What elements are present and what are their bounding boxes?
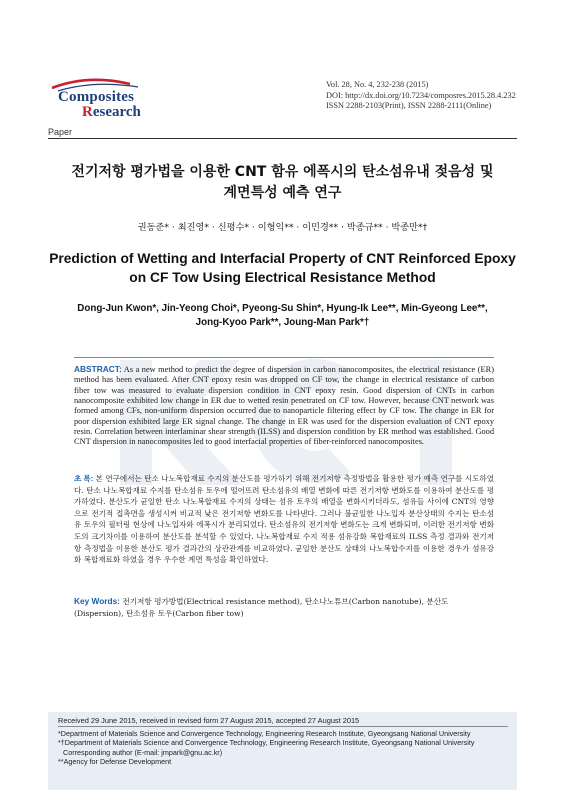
korean-abstract-label: 초 록:: [74, 474, 94, 483]
english-abstract: [74, 364, 494, 448]
abstract-label: ABSTRACT:: [74, 364, 122, 374]
abstract-text: As a new method to predict the degree of dispersion in carbon nanocomposites, the electrical resistance (ER) method has been evaluated. After CNT epoxy resin was dropped on CF tow, the change in electrical resistance of carbon fiber tow was measured to evaluate dispersion condition in CNT epoxy resin. Good dispersion of CNTs in carbon nanocomposite exhibited low change in ER due to wetted resin penetrated on CF tow. However, because CNT network was formed among CFs, non-uniform dispersion occurred due to nanoparticle filtering effect by CF tow. The change in ER for poor dispersion exhibited large ER signal change. The change in ER was used for the dispersion evaluation of CNT epoxy resin. Correlation between interlaminar shear strength (ILSS) and dispersion condition by ER method was established. Good CNT dispersion in nanocomposites led to good interfacial properties of fiber-reinforced nanocomposites.: [74, 365, 494, 447]
affiliations: [58, 729, 513, 766]
logo-word-research: Research: [82, 104, 141, 120]
article-type-label: Paper: [48, 127, 73, 137]
korean-abstract: [74, 473, 494, 566]
journal-meta: [326, 80, 556, 112]
journal-logo: [48, 78, 166, 122]
english-title: Prediction of Wetting and Interfacial Property of CNT Reinforced Epoxy on CF Tow Using Electrical Resistance Method: [49, 251, 516, 285]
footer-divider: [58, 726, 508, 727]
journal-volume: Vol. 28, No. 4, 232-238 (2015): [326, 80, 429, 89]
keywords-text: 전기저항 평가방법(Electrical resistance method), 탄소나노튜브(Carbon nanotube), 분산도(Dispersion), 탄소섬유 토우(Carbon fiber tow): [74, 597, 449, 618]
affiliation-2: *†Department of Materials Science and Convergence Technology, Engineering Research Institute, Gyeongsang National University: [58, 738, 475, 748]
received-dates: Received 29 June 2015, received in revised form 27 August 2015, accepted 27 August 2015: [58, 716, 360, 725]
korean-abstract-text: 본 연구에서는 탄소 나노복합재료 수지의 분산도를 평가하기 위해 전기저항 측정방법을 활용한 평가 예측 연구를 시도하였다. 탄소 나노복합재료 수지를 탄소섬유 토우에 떨어뜨려 탄소섬유의 배열 변화에 따른 전기저항 변화도를 이용하여 분산도를 평가하였다. 분산도가 균일한 탄소 나노복합재료 수지의 상태는 섬유 토우의 배열을 변화시키더라도, 섬유들 사이에 CNT의 영향으로 전기적 접촉면을 생성시켜 비교적 낮은 전기저항 변화도를 나타낸다. 그러나 불균일한 나노입자 분산상태의 수지는 탄소섬유 토우의 필터링 현상에 나노입자와 에폭시가 분리되었다. 탄소섬유의 전기저항 변화도는 크게 변화되며, 이러한 전기저항 변화도의 크기차이를 이용하여 분산도를 분석할 수 있었다. 나노복합재료 수지 적용 섬유강화 복합재료의 ILSS 측정 결과와 전기저항 측정법을 이용한 분산도 평가 결과간의 상관관계를 비교하였다. 균일한 분산도 상태의 나노복합수지를 이용한 경우가 섬유강화 복합재료화 하였을 경우 우수한 계면 특성을 확인하였다.: [74, 474, 494, 565]
english-authors: Dong-Jun Kwon*, Jin-Yeong Choi*, Pyeong-Su Shin*, Hyung-Ik Lee**, Min-Gyeong Lee**, Jong-Kyoo Park**, Joung-Man Park*†: [77, 303, 488, 328]
affiliation-1: *Department of Materials Science and Convergence Technology, Engineering Research Institute, Gyeongsang National University: [58, 729, 471, 738]
korean-title: 전기저항 평가법을 이용한 CNT 함유 에폭시의 탄소섬유내 젖음성 및 계면특성 예측 연구: [71, 164, 494, 201]
keywords: [74, 596, 494, 619]
header-divider: [48, 138, 517, 139]
logo-word-composites: Composites: [58, 89, 135, 105]
corresponding-author[interactable]: Corresponding author (E-mail: jmpark@gnu.ac.kr): [63, 747, 223, 757]
keywords-label: Key Words:: [74, 596, 120, 606]
journal-issn: ISSN 2288-2103(Print), ISSN 2288-2111(Online): [326, 101, 492, 110]
journal-doi[interactable]: DOI: http://dx.doi.org/10.7234/composres.2015.28.4.232: [326, 90, 516, 100]
abstract-divider: [74, 357, 494, 358]
affiliation-3: **Agency for Defense Development: [58, 756, 172, 766]
korean-authors: 권동준* · 최진영* · 신평수* · 이형익** · 이민경** · 박종규** · 박종만*†: [137, 222, 428, 233]
